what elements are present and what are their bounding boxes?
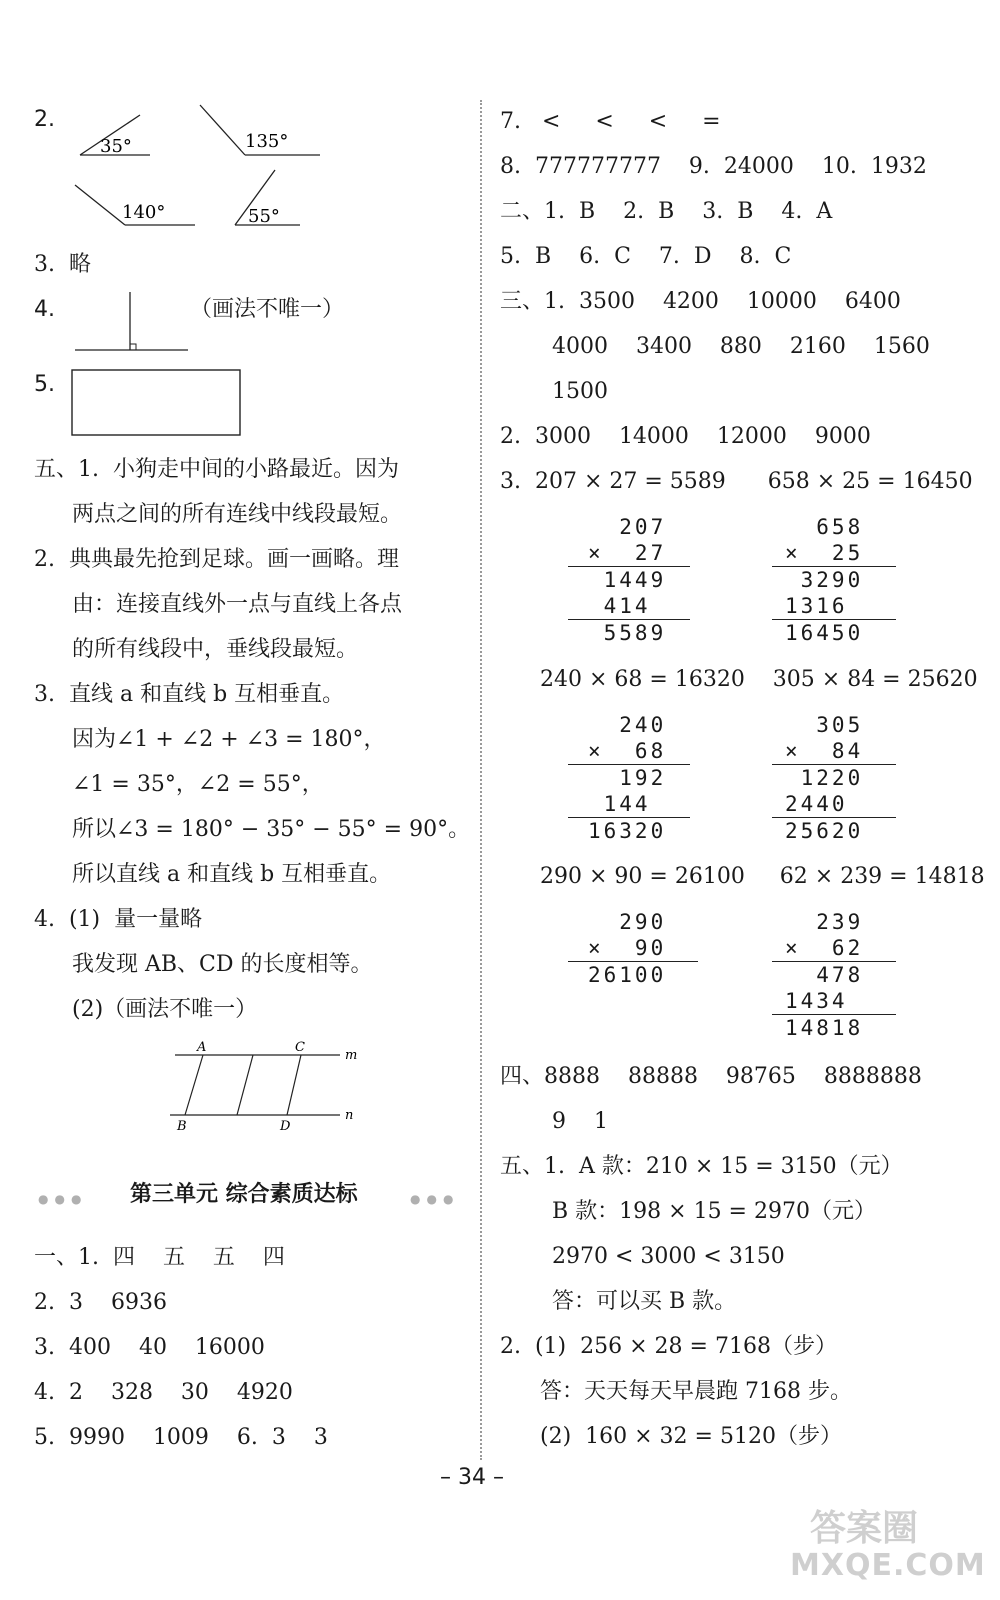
heading-dots-left: ●●● — [38, 1192, 88, 1206]
r4b: 9 1 — [552, 1109, 608, 1134]
parallel-lines-figure — [165, 1040, 360, 1135]
calc4-p1: 1220 — [785, 766, 864, 790]
calc1-result: 5589 — [588, 621, 667, 645]
r3-1a: 三、1. 3500 4200 10000 6400 — [500, 289, 901, 314]
s5-2b: 由：连接直线外一点与直线上各点 — [72, 592, 403, 617]
label-m: m — [345, 1048, 358, 1063]
s5-3d: 所以∠3 = 180° − 35° − 55° = 90°。 — [72, 817, 471, 842]
unit-heading-title: 第三单元 综合素质达标 — [130, 1182, 358, 1207]
angle-140-label: 140° — [122, 202, 166, 223]
r5-2a: 2. (1) 256 × 28 = 7168（步） — [500, 1334, 837, 1359]
calc4-p2: 2440 — [785, 792, 848, 816]
calc6-top: 239 — [785, 910, 864, 934]
u3: 3. 400 40 16000 — [34, 1335, 265, 1360]
calc6-p2: 1434 — [785, 989, 848, 1013]
calc1-top: 207 — [588, 515, 667, 539]
s5-2c: 的所有线段中，垂线段最短。 — [72, 637, 359, 662]
s5-4a: 4. (1) 量一量略 — [34, 907, 203, 932]
label-D: D — [280, 1119, 291, 1134]
calc4-top: 305 — [785, 713, 864, 737]
label-n: n — [345, 1108, 354, 1123]
calc1-p1: 1449 — [588, 568, 667, 592]
calc3-p2: 144 — [588, 792, 651, 816]
s5-3c: ∠1 = 35°，∠2 = 55°， — [72, 772, 324, 797]
calc6-mult: × 62 — [785, 936, 864, 960]
r4a: 四、8888 88888 98765 8888888 — [500, 1064, 922, 1089]
watermark-line2: MXQE.COM — [790, 1548, 986, 1583]
watermark-line1: 答案圈 — [810, 1508, 919, 1549]
r8: 8. 777777777 9. 24000 10. 1932 — [500, 154, 927, 179]
s5-2a: 2. 典典最先抢到足球。画一画略。理 — [34, 547, 399, 572]
s5-4c: (2)（画法不唯一） — [72, 997, 258, 1022]
u2: 2. 3 6936 — [34, 1290, 167, 1315]
calc6-result: 14818 — [785, 1016, 864, 1040]
calc6-p1: 478 — [785, 963, 864, 987]
u1: 一、1. 四 五 五 四 — [34, 1245, 285, 1270]
calc3-top: 240 — [588, 713, 667, 737]
r5-1d: 答：可以买 B 款。 — [552, 1289, 737, 1314]
r5-2b: 答：天天每天早晨跑 7168 步。 — [540, 1379, 852, 1404]
watermark-logo — [790, 1500, 990, 1590]
unit-heading — [38, 1180, 458, 1212]
page-number: – 34 – — [440, 1465, 504, 1490]
label-C: C — [295, 1040, 305, 1055]
r3-2: 2. 3000 14000 12000 9000 — [500, 424, 871, 449]
r3-1c: 1500 — [552, 379, 608, 404]
s5-1b: 两点之间的所有连线中线段最短。 — [72, 502, 403, 527]
calc5-result: 26100 — [588, 963, 667, 987]
r5-1b: B 款：198 × 15 = 2970（元） — [552, 1199, 876, 1224]
rectangle-figure — [70, 368, 245, 440]
r3-1b: 4000 3400 880 2160 1560 — [552, 334, 930, 359]
r2b: 5. B 6. C 7. D 8. C — [500, 244, 792, 269]
angle-135-label: 135° — [245, 131, 289, 152]
calc3-p1: 192 — [588, 766, 667, 790]
s5-1a: 五、1. 小狗走中间的小路最近。因为 — [34, 457, 399, 482]
calc2-p2: 1316 — [785, 594, 848, 618]
perpendicular-figure — [70, 290, 200, 360]
calc5-mult: × 90 — [588, 936, 667, 960]
calc2-p1: 3290 — [785, 568, 864, 592]
s5-3a: 3. 直线 a 和直线 b 互相垂直。 — [34, 682, 345, 707]
q3-text: 3. 略 — [34, 252, 91, 277]
u5: 5. 9990 1009 6. 3 3 — [34, 1425, 328, 1450]
label-B: B — [177, 1119, 187, 1134]
calc5-top: 290 — [588, 910, 667, 934]
calc1-p2: 414 — [588, 594, 651, 618]
calc2-top: 658 — [785, 515, 864, 539]
heading-dots-right: ●●● — [410, 1192, 460, 1206]
eq3: 290 × 90 = 26100 62 × 239 = 14818 — [540, 864, 985, 889]
calc2-mult: × 25 — [785, 541, 864, 565]
calc3-mult: × 68 — [588, 739, 667, 763]
eq2: 240 × 68 = 16320 305 × 84 = 25620 — [540, 667, 978, 692]
calc1-mult: × 27 — [588, 541, 667, 565]
q2-label: 2. — [34, 107, 55, 132]
r5-1c: 2970 < 3000 < 3150 — [552, 1244, 785, 1269]
calc2-result: 16450 — [785, 621, 864, 645]
r5-2c: (2) 160 × 32 = 5120（步） — [540, 1424, 842, 1449]
calc4-mult: × 84 — [785, 739, 864, 763]
q5-label: 5. — [34, 372, 55, 397]
s5-3b: 因为∠1 + ∠2 + ∠3 = 180°， — [72, 727, 386, 752]
column-divider — [480, 100, 482, 1460]
q4-label: 4. — [34, 297, 55, 322]
label-A: A — [197, 1040, 207, 1055]
r5-1a: 五、1. A 款：210 × 15 = 3150（元） — [500, 1154, 903, 1179]
angle-figures — [70, 100, 330, 240]
angle-55-label: 55° — [248, 206, 280, 227]
r2a: 二、1. B 2. B 3. B 4. A — [500, 199, 833, 224]
r3-3: 3. 207 × 27 = 5589 658 × 25 = 16450 — [500, 469, 973, 494]
s5-3e: 所以直线 a 和直线 b 互相垂直。 — [72, 862, 392, 887]
calc3-result: 16320 — [588, 819, 667, 843]
r7: 7. < < < = — [500, 109, 721, 134]
calc4-result: 25620 — [785, 819, 864, 843]
u4: 4. 2 328 30 4920 — [34, 1380, 293, 1405]
s5-4b: 我发现 AB、CD 的长度相等。 — [72, 952, 373, 977]
angle-35-label: 35° — [100, 136, 132, 157]
q4-note: （画法不唯一） — [190, 297, 345, 322]
